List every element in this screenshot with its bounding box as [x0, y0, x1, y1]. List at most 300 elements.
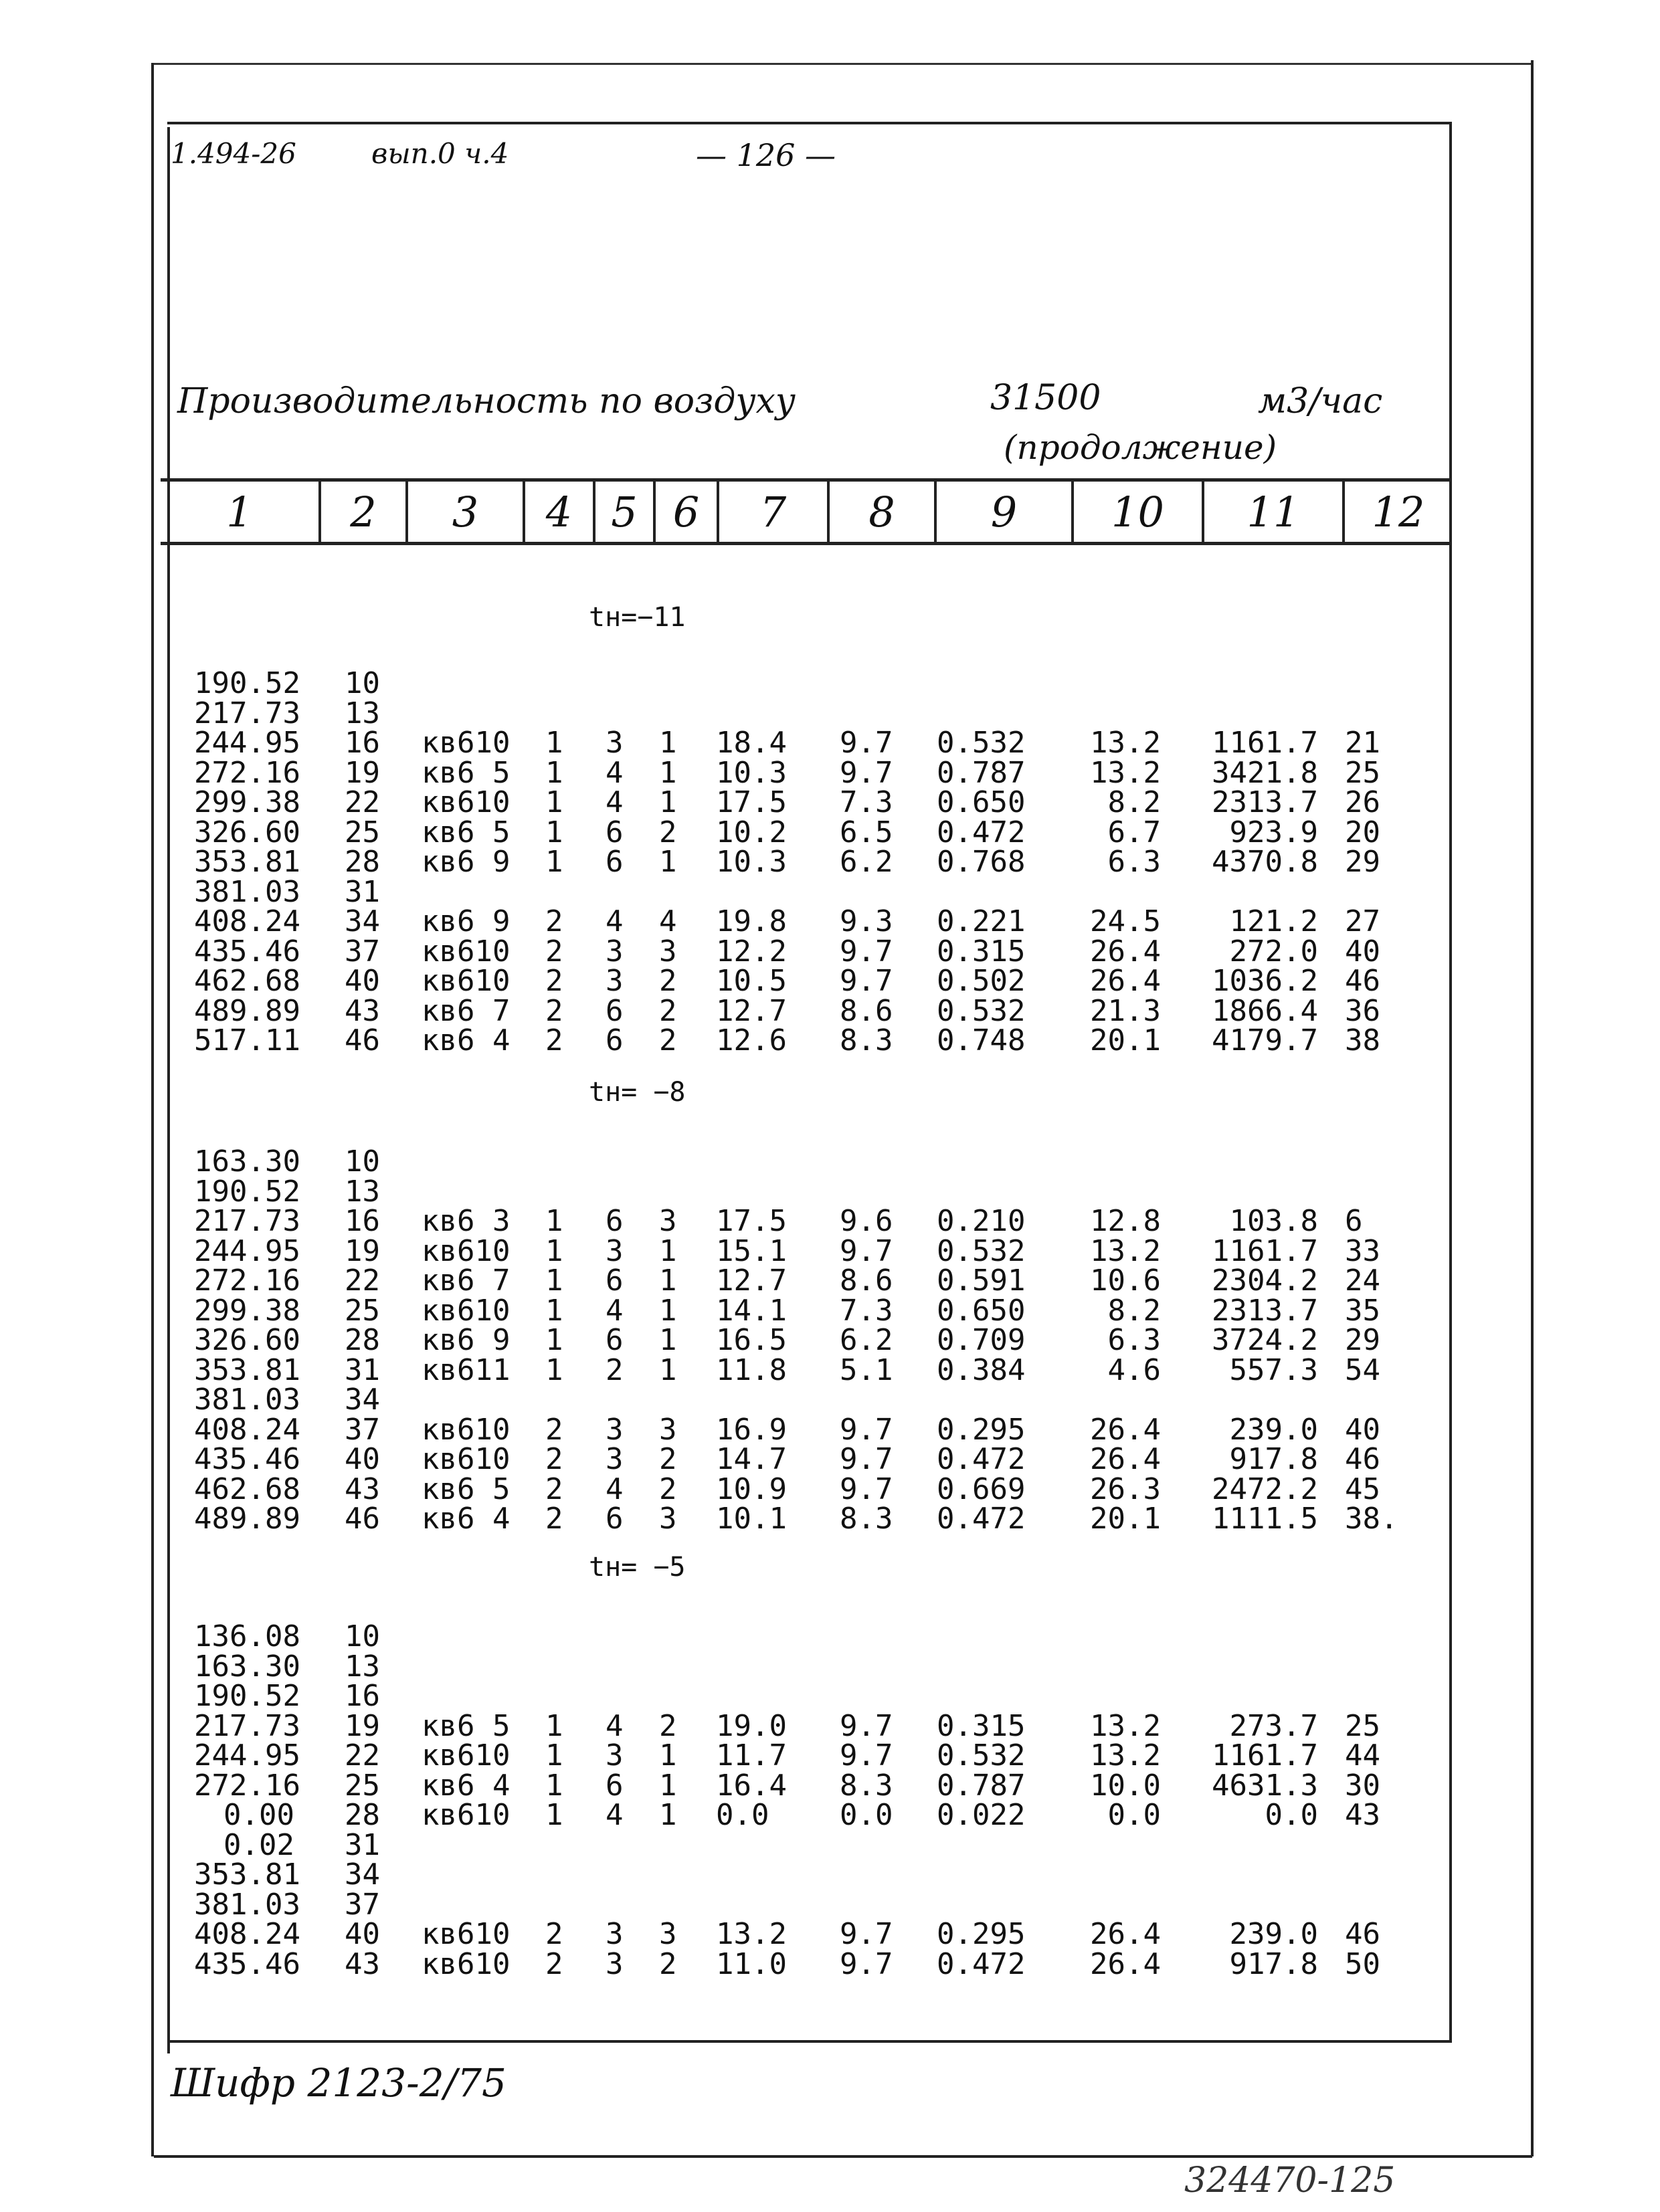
- cell-col-2: 40: [345, 1442, 380, 1476]
- cell-col-10: 6.3: [1107, 845, 1161, 879]
- cell-col-4: 2: [545, 1502, 563, 1536]
- cell-col-10: 12.8: [1090, 1204, 1161, 1238]
- table-row: [0, 1323, 1660, 1357]
- cell-col-12: 24: [1345, 1264, 1380, 1298]
- cell-col-4: 1: [545, 1738, 563, 1773]
- cell-col-1: 462.68: [194, 1472, 300, 1506]
- cell-col-1: 353.81: [194, 1352, 300, 1387]
- cell-col-11: 2472.2: [1212, 1472, 1318, 1506]
- section-label: tн= −5: [589, 1552, 686, 1583]
- table-row: [0, 1352, 1660, 1387]
- cell-col-4: 1: [545, 1204, 563, 1238]
- cell-col-7: 10.3: [716, 755, 787, 790]
- col-header-8: 8: [830, 482, 937, 542]
- cell-col-2: 22: [345, 785, 380, 819]
- cell-col-9: 0.532: [937, 726, 1026, 760]
- cell-col-4: 1: [545, 1264, 563, 1298]
- col-header-5: 5: [595, 482, 656, 542]
- cell-col-5: 3: [606, 726, 624, 760]
- cell-col-2: 22: [345, 1738, 380, 1773]
- cell-col-2: 37: [345, 1412, 380, 1447]
- cell-col-2: 37: [345, 1887, 380, 1922]
- cell-col-9: 0.315: [937, 934, 1026, 969]
- cell-col-7: 10.5: [716, 964, 787, 998]
- col-header-2: 2: [321, 482, 408, 542]
- cell-col-9: 0.709: [937, 1323, 1026, 1357]
- cell-col-1: 163.30: [194, 1144, 300, 1179]
- cell-col-10: 26.4: [1090, 1412, 1161, 1447]
- cell-col-3: кв610: [422, 1798, 511, 1832]
- cell-col-1: 0.02: [223, 1827, 294, 1862]
- cell-col-8: 9.3: [840, 904, 893, 938]
- cell-col-2: 28: [345, 1798, 380, 1832]
- cell-col-2: 37: [345, 934, 380, 969]
- cell-col-9: 0.650: [937, 785, 1026, 819]
- cell-col-9: 0.221: [937, 904, 1026, 938]
- cell-col-1: 272.16: [194, 1264, 300, 1298]
- cell-col-11: 4370.8: [1212, 845, 1318, 879]
- cell-col-2: 16: [345, 1204, 380, 1238]
- cell-col-5: 4: [606, 1798, 624, 1832]
- table-row: [0, 1472, 1660, 1506]
- cell-col-2: 34: [345, 1383, 380, 1417]
- cell-col-9: 0.748: [937, 1023, 1026, 1058]
- cell-col-8: 8.6: [840, 1264, 893, 1298]
- cell-col-9: 0.787: [937, 755, 1026, 790]
- cell-col-11: 2304.2: [1212, 1264, 1318, 1298]
- cell-col-6: 1: [659, 1352, 677, 1387]
- title-text: Производительность по воздуху: [177, 381, 796, 421]
- cell-col-2: 25: [345, 815, 380, 849]
- cell-col-3: кв610: [422, 1233, 511, 1268]
- table-row: [0, 1679, 1660, 1713]
- cell-col-7: 13.2: [716, 1917, 787, 1951]
- cell-col-11: 1866.4: [1212, 993, 1318, 1028]
- cell-col-7: 11.8: [716, 1352, 787, 1387]
- cell-col-9: 0.472: [937, 1946, 1026, 1981]
- table-row: [0, 755, 1660, 790]
- cell-col-1: 408.24: [194, 1917, 300, 1951]
- cell-col-4: 2: [545, 1917, 563, 1951]
- cell-col-10: 26.4: [1090, 1917, 1161, 1951]
- cell-col-7: 10.1: [716, 1502, 787, 1536]
- cipher-label: Шифр 2123-2/75: [171, 2060, 506, 2106]
- cell-col-10: 10.6: [1090, 1264, 1161, 1298]
- cell-col-12: 29: [1345, 845, 1380, 879]
- cell-col-2: 13: [345, 1174, 380, 1209]
- cell-col-7: 15.1: [716, 1233, 787, 1268]
- table-row: [0, 1768, 1660, 1803]
- table-row: [0, 993, 1660, 1028]
- table-row: [0, 1023, 1660, 1058]
- cell-col-2: 19: [345, 1708, 380, 1743]
- doc-vyp: вып.0 ч.4: [371, 137, 509, 170]
- cell-col-5: 3: [606, 1233, 624, 1268]
- cell-col-10: 26.4: [1090, 1442, 1161, 1476]
- table-row: [0, 1174, 1660, 1209]
- cell-col-6: 2: [659, 964, 677, 998]
- cell-col-9: 0.384: [937, 1352, 1026, 1387]
- cell-col-7: 12.7: [716, 993, 787, 1028]
- cell-col-12: 38: [1345, 1023, 1380, 1058]
- cell-col-2: 31: [345, 874, 380, 909]
- cell-col-9: 0.532: [937, 993, 1026, 1028]
- table-row: [0, 815, 1660, 849]
- cell-col-2: 46: [345, 1502, 380, 1536]
- table-row: [0, 1233, 1660, 1268]
- cell-col-5: 6: [606, 845, 624, 879]
- cell-col-6: 1: [659, 726, 677, 760]
- cell-col-2: 10: [345, 666, 380, 700]
- cell-col-10: 24.5: [1090, 904, 1161, 938]
- cell-col-2: 10: [345, 1619, 380, 1653]
- cell-col-6: 2: [659, 1708, 677, 1743]
- cell-col-7: 19.8: [716, 904, 787, 938]
- cell-col-2: 28: [345, 845, 380, 879]
- table-row: [0, 666, 1660, 700]
- cell-col-4: 1: [545, 1708, 563, 1743]
- cell-col-10: 26.4: [1090, 934, 1161, 969]
- cell-col-5: 2: [606, 1352, 624, 1387]
- cell-col-12: 25: [1345, 1708, 1380, 1743]
- cell-col-12: 30: [1345, 1768, 1380, 1803]
- cell-col-7: 12.7: [716, 1264, 787, 1298]
- cell-col-4: 2: [545, 934, 563, 969]
- column-header-row: [161, 478, 1452, 545]
- cell-col-11: 1161.7: [1212, 1738, 1318, 1773]
- cell-col-8: 5.1: [840, 1352, 893, 1387]
- cell-col-3: кв610: [422, 1946, 511, 1981]
- cell-col-3: кв6 4: [422, 1768, 511, 1803]
- cell-col-2: 19: [345, 1233, 380, 1268]
- cell-col-1: 217.73: [194, 696, 300, 730]
- cell-col-5: 6: [606, 815, 624, 849]
- cell-col-12: 54: [1345, 1352, 1380, 1387]
- cell-col-4: 2: [545, 1946, 563, 1981]
- table-row: [0, 1917, 1660, 1951]
- cell-col-3: кв6 3: [422, 1204, 511, 1238]
- cell-col-12: 43: [1345, 1798, 1380, 1832]
- cell-col-11: 239.0: [1229, 1917, 1318, 1951]
- cell-col-9: 0.650: [937, 1293, 1026, 1328]
- cell-col-1: 299.38: [194, 1293, 300, 1328]
- cell-col-10: 0.0: [1107, 1798, 1161, 1832]
- cell-col-1: 408.24: [194, 1412, 300, 1447]
- inner-top-line: [167, 122, 1452, 124]
- col-header-7: 7: [719, 482, 830, 542]
- cell-col-2: 31: [345, 1827, 380, 1862]
- cell-col-3: кв6 4: [422, 1023, 511, 1058]
- cell-col-1: 244.95: [194, 1738, 300, 1773]
- cell-col-11: 3421.8: [1212, 755, 1318, 790]
- cell-col-2: 25: [345, 1768, 380, 1803]
- table-row: [0, 1708, 1660, 1743]
- table-row: [0, 904, 1660, 938]
- cell-col-11: 4631.3: [1212, 1768, 1318, 1803]
- frame-bottom-line: [154, 2155, 1532, 2158]
- cell-col-10: 21.3: [1090, 993, 1161, 1028]
- cell-col-5: 6: [606, 1768, 624, 1803]
- cell-col-9: 0.472: [937, 1442, 1026, 1476]
- cell-col-8: 9.7: [840, 934, 893, 969]
- cell-col-1: 272.16: [194, 1768, 300, 1803]
- cell-col-6: 1: [659, 1233, 677, 1268]
- cell-col-12: 20: [1345, 815, 1380, 849]
- cell-col-2: 13: [345, 1649, 380, 1684]
- table-row: [0, 874, 1660, 909]
- cell-col-8: 8.6: [840, 993, 893, 1028]
- cell-col-11: 2313.7: [1212, 785, 1318, 819]
- cell-col-1: 190.52: [194, 1174, 300, 1209]
- cell-col-3: кв6 5: [422, 815, 511, 849]
- cell-col-3: кв6 4: [422, 1502, 511, 1536]
- cell-col-9: 0.669: [937, 1472, 1026, 1506]
- cell-col-12: 40: [1345, 1412, 1380, 1447]
- page-number: — 126 —: [696, 137, 836, 173]
- cell-col-5: 4: [606, 1472, 624, 1506]
- cell-col-11: 272.0: [1229, 934, 1318, 969]
- cell-col-1: 381.03: [194, 1383, 300, 1417]
- col-header-11: 11: [1204, 482, 1345, 542]
- cell-col-12: 27: [1345, 904, 1380, 938]
- cell-col-3: кв6 5: [422, 1708, 511, 1743]
- cell-col-7: 10.2: [716, 815, 787, 849]
- table-row: [0, 964, 1660, 998]
- cell-col-5: 4: [606, 1293, 624, 1328]
- cell-col-11: 917.8: [1229, 1946, 1318, 1981]
- cell-col-12: 29: [1345, 1323, 1380, 1357]
- cell-col-7: 10.3: [716, 845, 787, 879]
- cell-col-8: 9.7: [840, 1412, 893, 1447]
- table-row: [0, 1798, 1660, 1832]
- cell-col-11: 121.2: [1229, 904, 1318, 938]
- cell-col-9: 0.472: [937, 815, 1026, 849]
- cell-col-4: 1: [545, 1233, 563, 1268]
- table-row: [0, 1857, 1660, 1892]
- cell-col-12: 35: [1345, 1293, 1380, 1328]
- col-header-6: 6: [656, 482, 719, 542]
- cell-col-11: 1111.5: [1212, 1502, 1318, 1536]
- cell-col-5: 3: [606, 964, 624, 998]
- cell-col-9: 0.532: [937, 1738, 1026, 1773]
- cell-col-11: 1036.2: [1212, 964, 1318, 998]
- cell-col-5: 3: [606, 1738, 624, 1773]
- cell-col-4: 2: [545, 993, 563, 1028]
- table-row: [0, 1266, 1660, 1296]
- cell-col-2: 31: [345, 1352, 380, 1387]
- cell-col-2: 19: [345, 755, 380, 790]
- cell-col-9: 0.022: [937, 1798, 1026, 1832]
- cell-col-12: 33: [1345, 1233, 1380, 1268]
- cell-col-5: 3: [606, 934, 624, 969]
- cell-col-8: 9.7: [840, 1946, 893, 1981]
- cell-col-3: кв610: [422, 964, 511, 998]
- cell-col-12: 38.: [1345, 1502, 1398, 1536]
- cell-col-6: 2: [659, 1442, 677, 1476]
- cell-col-4: 2: [545, 1472, 563, 1506]
- cell-col-8: 9.7: [840, 1738, 893, 1773]
- cell-col-3: кв610: [422, 1442, 511, 1476]
- cell-col-4: 2: [545, 1023, 563, 1058]
- cell-col-12: 46: [1345, 1442, 1380, 1476]
- table-row: [0, 1385, 1660, 1415]
- cell-col-2: 34: [345, 904, 380, 938]
- cell-col-5: 6: [606, 1323, 624, 1357]
- cell-col-3: кв610: [422, 1293, 511, 1328]
- cell-col-1: 462.68: [194, 964, 300, 998]
- table-row: [0, 847, 1660, 877]
- cell-col-9: 0.295: [937, 1412, 1026, 1447]
- cell-col-2: 22: [345, 1264, 380, 1298]
- cell-col-3: кв6 7: [422, 993, 511, 1028]
- cell-col-10: 4.6: [1107, 1352, 1161, 1387]
- doc-code: 1.494-26: [171, 137, 296, 170]
- cell-col-5: 4: [606, 904, 624, 938]
- cell-col-1: 408.24: [194, 904, 300, 938]
- cell-col-3: кв6 9: [422, 1323, 511, 1357]
- cell-col-3: кв610: [422, 1412, 511, 1447]
- cell-col-4: 2: [545, 1412, 563, 1447]
- flow-value: 31500: [990, 378, 1101, 418]
- cell-col-10: 6.7: [1107, 815, 1161, 849]
- cell-col-12: 36: [1345, 993, 1380, 1028]
- cell-col-11: 4179.7: [1212, 1023, 1318, 1058]
- table-row: [0, 696, 1660, 730]
- cell-col-3: кв6 5: [422, 1472, 511, 1506]
- cell-col-6: 1: [659, 755, 677, 790]
- frame-top-line: [154, 63, 1532, 65]
- cell-col-8: 6.5: [840, 815, 893, 849]
- table-row: [0, 1827, 1660, 1862]
- col-header-1: 1: [161, 482, 321, 542]
- cell-col-10: 8.2: [1107, 785, 1161, 819]
- cell-col-5: 4: [606, 755, 624, 790]
- section-label: tн= −8: [589, 1077, 686, 1108]
- cell-col-7: 18.4: [716, 726, 787, 760]
- cell-col-1: 381.03: [194, 1887, 300, 1922]
- cell-col-4: 1: [545, 1768, 563, 1803]
- cell-col-3: кв6 7: [422, 1264, 511, 1298]
- cell-col-1: 353.81: [194, 845, 300, 879]
- cell-col-1: 136.08: [194, 1619, 300, 1653]
- cell-col-9: 0.768: [937, 845, 1026, 879]
- col-header-9: 9: [937, 482, 1074, 542]
- cell-col-2: 43: [345, 1472, 380, 1506]
- cell-col-1: 244.95: [194, 726, 300, 760]
- cell-col-8: 9.7: [840, 755, 893, 790]
- table-row: [0, 1293, 1660, 1328]
- cell-col-8: 9.7: [840, 1233, 893, 1268]
- cell-col-7: 19.0: [716, 1708, 787, 1743]
- cell-col-1: 244.95: [194, 1233, 300, 1268]
- cell-col-11: 557.3: [1229, 1352, 1318, 1387]
- cell-col-3: кв6 9: [422, 904, 511, 938]
- table-row: [0, 1619, 1660, 1653]
- cell-col-2: 16: [345, 726, 380, 760]
- cell-col-7: 16.4: [716, 1768, 787, 1803]
- cell-col-1: 435.46: [194, 934, 300, 969]
- table-row: [0, 1442, 1660, 1476]
- cell-col-8: 8.3: [840, 1768, 893, 1803]
- cell-col-7: 16.5: [716, 1323, 787, 1357]
- cell-col-8: 0.0: [840, 1798, 893, 1832]
- cell-col-3: кв610: [422, 1917, 511, 1951]
- cell-col-6: 2: [659, 1472, 677, 1506]
- cell-col-8: 7.3: [840, 785, 893, 819]
- cell-col-3: кв6 5: [422, 755, 511, 790]
- cell-col-1: 190.52: [194, 666, 300, 700]
- cell-col-7: 10.9: [716, 1472, 787, 1506]
- cell-col-2: 16: [345, 1679, 380, 1713]
- cell-col-8: 9.7: [840, 1472, 893, 1506]
- cell-col-6: 3: [659, 1204, 677, 1238]
- cell-col-1: 353.81: [194, 1857, 300, 1892]
- cell-col-7: 11.7: [716, 1738, 787, 1773]
- cell-col-12: 6: [1345, 1204, 1363, 1238]
- cell-col-4: 1: [545, 1798, 563, 1832]
- cell-col-6: 1: [659, 845, 677, 879]
- cell-col-12: 21: [1345, 726, 1380, 760]
- table-row: [0, 1204, 1660, 1238]
- cell-col-4: 1: [545, 1352, 563, 1387]
- cell-col-1: 517.11: [194, 1023, 300, 1058]
- table-row: [0, 728, 1660, 758]
- cell-col-6: 2: [659, 993, 677, 1028]
- cell-col-12: 25: [1345, 755, 1380, 790]
- cell-col-7: 14.7: [716, 1442, 787, 1476]
- cell-col-4: 1: [545, 815, 563, 849]
- cell-col-2: 10: [345, 1144, 380, 1179]
- cell-col-9: 0.295: [937, 1917, 1026, 1951]
- cell-col-6: 3: [659, 1502, 677, 1536]
- cell-col-10: 26.4: [1090, 1946, 1161, 1981]
- cell-col-6: 3: [659, 934, 677, 969]
- cell-col-7: 14.1: [716, 1293, 787, 1328]
- cell-col-11: 0.0: [1265, 1798, 1318, 1832]
- cell-col-9: 0.472: [937, 1502, 1026, 1536]
- cell-col-6: 1: [659, 1798, 677, 1832]
- cell-col-6: 1: [659, 785, 677, 819]
- cell-col-1: 326.60: [194, 1323, 300, 1357]
- cell-col-2: 28: [345, 1323, 380, 1357]
- table-row: [0, 1412, 1660, 1447]
- cell-col-1: 381.03: [194, 874, 300, 909]
- cell-col-1: 0.00: [223, 1798, 294, 1832]
- cell-col-8: 9.7: [840, 1708, 893, 1743]
- cell-col-5: 3: [606, 1946, 624, 1981]
- table-row: [0, 1649, 1660, 1684]
- cell-col-9: 0.532: [937, 1233, 1026, 1268]
- cell-col-4: 1: [545, 1293, 563, 1328]
- cell-col-12: 40: [1345, 934, 1380, 969]
- cell-col-3: кв611: [422, 1352, 511, 1387]
- cell-col-6: 4: [659, 904, 677, 938]
- table-row: [0, 1144, 1660, 1179]
- cell-col-4: 1: [545, 726, 563, 760]
- cell-col-2: 13: [345, 696, 380, 730]
- cell-col-8: 9.7: [840, 1917, 893, 1951]
- cell-col-7: 12.6: [716, 1023, 787, 1058]
- cell-col-1: 272.16: [194, 755, 300, 790]
- cell-col-4: 2: [545, 904, 563, 938]
- cell-col-11: 103.8: [1229, 1204, 1318, 1238]
- cell-col-6: 1: [659, 1293, 677, 1328]
- cell-col-11: 3724.2: [1212, 1323, 1318, 1357]
- cell-col-3: кв610: [422, 785, 511, 819]
- cell-col-4: 1: [545, 755, 563, 790]
- cell-col-10: 20.1: [1090, 1502, 1161, 1536]
- table-row: [0, 1738, 1660, 1773]
